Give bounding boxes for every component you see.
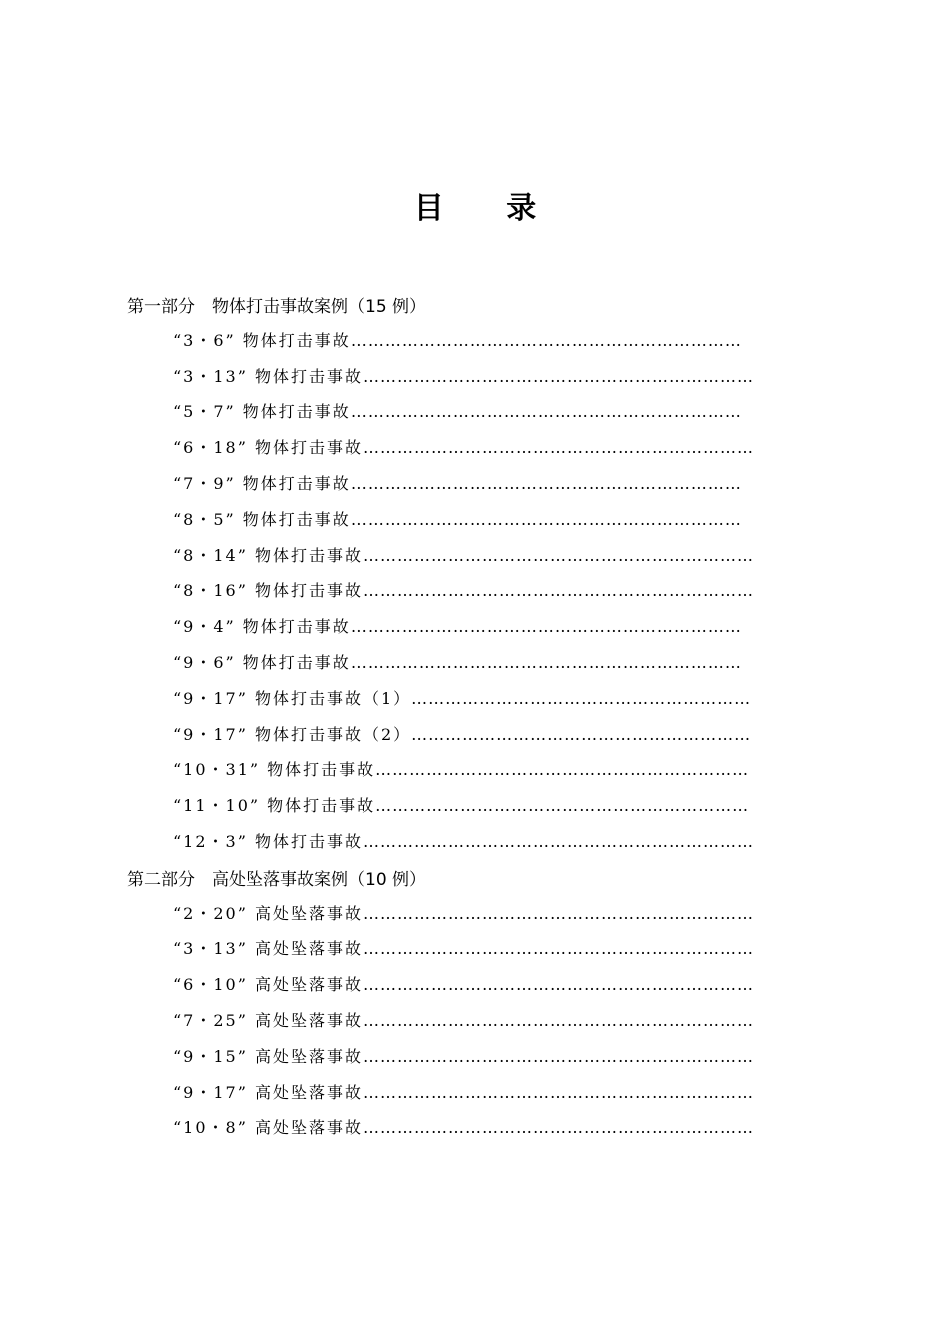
- toc-entry[interactable]: [173, 614, 742, 637]
- toc-entry-label: “10・31” 物体打击事故: [173, 760, 376, 780]
- toc-entry-leader: ……………………………………………………………: [350, 509, 742, 529]
- toc-entry[interactable]: [173, 686, 751, 709]
- toc-entry-label: “7・25” 高处坠落事故: [173, 1011, 363, 1030]
- toc-entry-label: “10・8” 高处坠落事故: [173, 1118, 363, 1138]
- toc-entry-label: “6・10” 高处坠落事故: [173, 975, 363, 995]
- toc-entry-label: “8・16” 物体打击事故: [173, 581, 363, 601]
- toc-entry[interactable]: [173, 1044, 754, 1067]
- toc-entry[interactable]: [173, 722, 751, 745]
- toc-entry[interactable]: [173, 364, 754, 387]
- toc-entry-leader: …………………………………………………………: [375, 760, 750, 780]
- page-title: 目 录: [413, 191, 563, 226]
- toc-entry-label: “6・18” 物体打击事故: [173, 438, 363, 458]
- toc-entry-label: “2・20” 高处坠落事故: [173, 903, 363, 923]
- toc-entry[interactable]: [173, 972, 754, 995]
- toc-entry-leader: ……………………………………………………………: [350, 474, 742, 493]
- toc-entry[interactable]: [173, 328, 742, 351]
- toc-entry-leader: ……………………………………………………………: [363, 581, 754, 601]
- toc-entry-leader: ……………………………………………………………: [363, 903, 754, 923]
- toc-entry-leader: ……………………………………………………………: [363, 1118, 754, 1138]
- toc-entry-label: “5・7” 物体打击事故: [173, 402, 351, 422]
- toc-entry-leader: ……………………………………………………………: [363, 438, 754, 458]
- toc-entry-leader: ……………………………………………………………: [363, 975, 754, 995]
- toc-entry[interactable]: [173, 1080, 754, 1103]
- toc-entry[interactable]: [173, 829, 754, 852]
- toc-entry[interactable]: [173, 578, 754, 601]
- toc-entry-leader: ……………………………………………………………: [363, 939, 754, 959]
- toc-entry-leader: ……………………………………………………………: [363, 1082, 754, 1102]
- toc-entry-leader: ……………………………………………………………: [363, 1011, 754, 1030]
- toc-entry-label: “8・5” 物体打击事故: [173, 509, 351, 529]
- toc-entry[interactable]: [173, 936, 754, 959]
- toc-entry[interactable]: [173, 901, 754, 924]
- toc-entry-leader: ……………………………………………………: [411, 724, 752, 744]
- toc-entry-label: “3・6” 物体打击事故: [173, 330, 351, 350]
- toc-entry-label: “9・6” 物体打击事故: [173, 653, 351, 672]
- toc-entry[interactable]: [173, 435, 754, 458]
- toc-entry-label: “3・13” 物体打击事故: [173, 366, 363, 386]
- toc-entry-label: “9・15” 高处坠落事故: [173, 1046, 363, 1066]
- toc-entry[interactable]: [173, 507, 742, 530]
- section-heading: 第二部分 高处坠落事故案例（10 例）: [127, 869, 427, 890]
- toc-entry-leader: ……………………………………………………………: [363, 366, 754, 386]
- toc-entry[interactable]: [173, 793, 749, 816]
- toc-entry-leader: ……………………………………………………………: [350, 402, 742, 422]
- section-heading: 第一部分 物体打击事故案例（15 例）: [127, 297, 427, 317]
- toc-entry-leader: ……………………………………………………………: [350, 330, 742, 350]
- toc-entry-label: “12・3” 物体打击事故: [173, 832, 363, 851]
- toc-entry-leader: ……………………………………………………………: [363, 545, 754, 565]
- toc-entry-label: “11・10” 物体打击事故: [173, 796, 376, 816]
- toc-entry-label: “9・17” 高处坠落事故: [173, 1082, 363, 1102]
- toc-entry-leader: ……………………………………………………………: [350, 617, 742, 637]
- toc-entry-label: “9・17” 物体打击事故（2）: [173, 724, 412, 744]
- toc-entry-label: “7・9” 物体打击事故: [173, 474, 351, 493]
- toc-entry-leader: ……………………………………………………: [411, 688, 752, 708]
- toc-entry-label: “8・14” 物体打击事故: [173, 545, 363, 565]
- toc-entry[interactable]: [173, 1115, 754, 1138]
- toc-entry[interactable]: [173, 757, 749, 780]
- toc-entry-label: “9・4” 物体打击事故: [173, 617, 351, 637]
- toc-entry-leader: ……………………………………………………………: [363, 832, 754, 851]
- toc-entry-label: “3・13” 高处坠落事故: [173, 939, 363, 959]
- toc-entry-leader: ……………………………………………………………: [363, 1046, 754, 1066]
- toc-entry[interactable]: [173, 1008, 754, 1031]
- toc-entry[interactable]: [173, 399, 742, 422]
- toc-entry[interactable]: [173, 543, 754, 566]
- toc-entry-leader: …………………………………………………………: [375, 796, 750, 816]
- toc-entry-label: “9・17” 物体打击事故（1）: [173, 688, 412, 708]
- toc-entry-leader: ……………………………………………………………: [350, 653, 742, 672]
- toc-entry[interactable]: [173, 471, 742, 494]
- toc-entry[interactable]: [173, 650, 742, 673]
